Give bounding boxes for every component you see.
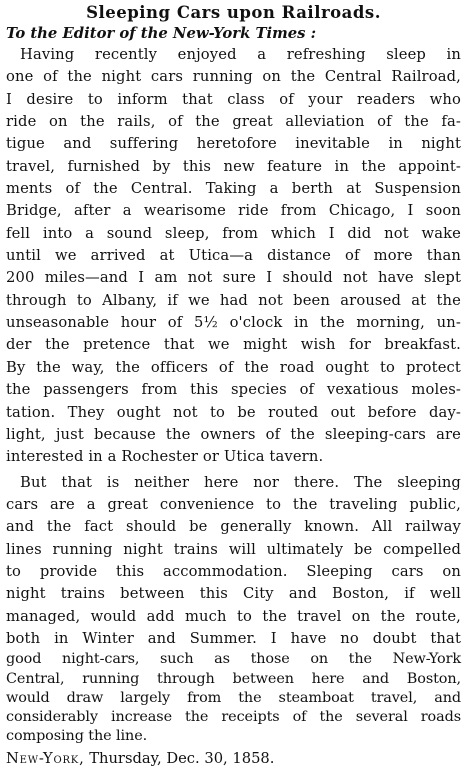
text-line: ride on the rails, of the great alleviation of the fa- <box>6 113 461 131</box>
text-line: lines running night trains will ultimately be compelled <box>6 540 461 558</box>
text-line: light, just because the owners of the sleeping-cars are <box>6 425 461 443</box>
text-line: tigue and suffering heretofore inevitable in night <box>6 135 461 153</box>
article-headline: Sleeping Cars upon Railroads. <box>86 3 381 22</box>
text-line: ments of the Central. Taking a berth at Suspension <box>6 180 461 198</box>
text-line: der the pretence that we might wish for breakfast. <box>6 336 461 354</box>
text-line: night trains between this City and Boston, if well <box>6 585 461 603</box>
text-line: tation. They ought not to be routed out before day- <box>6 403 461 421</box>
text-line: Bridge, after a wearisome ride from Chicago, I soon <box>6 202 461 220</box>
text-line: the passengers from this species of vexatious moles- <box>6 381 461 399</box>
text-line: through to Albany, if we had not been aroused at the <box>6 291 461 309</box>
text-line: travel, furnished by this new feature in the appoint- <box>6 157 461 175</box>
text-line: I desire to inform that class of your readers who <box>6 90 461 108</box>
paragraph-2 <box>6 472 461 651</box>
paragraph-1 <box>6 44 461 469</box>
text-line: Central, running through between here and Boston, <box>6 670 461 687</box>
dateline-place: New-York, <box>6 749 85 767</box>
text-line: cars are a great convenience to the traveling public, <box>6 495 461 513</box>
text-line: 200 miles—and I am not sure I should not have slept <box>6 269 461 287</box>
text-line: one of the night cars running on the Central Railroad, <box>6 68 461 86</box>
text-line: and the fact should be generally known. All railway <box>6 518 461 536</box>
text-line: good night-cars, such as those on the New-York <box>6 651 461 668</box>
dateline <box>6 747 461 771</box>
text-line: By the way, the officers of the road ought to protect <box>6 358 461 376</box>
article-salutation: To the Editor of the New-York Times : <box>6 25 317 42</box>
dateline-date: Thursday, Dec. 30, 1858. <box>84 749 275 767</box>
text-line: interested in a Rochester or Utica tavern. <box>6 448 324 466</box>
text-line: until we arrived at Utica—a distance of more than <box>6 247 461 265</box>
paragraph-2-continued <box>6 650 461 746</box>
newspaper-clipping <box>6 2 461 771</box>
text-line: both in Winter and Summer. I have no doubt that <box>6 629 461 647</box>
text-line: But that is neither here nor there. The sleeping <box>20 473 461 491</box>
text-line: Having recently enjoyed a refreshing sleep in <box>20 46 461 63</box>
text-line: unseasonable hour of 5½ o'clock in the morning, un- <box>6 314 461 332</box>
text-line: would draw largely from the steamboat travel, and <box>6 689 461 706</box>
text-line: to provide this accommodation. Sleeping cars on <box>6 562 461 580</box>
text-line: considerably increase the receipts of the several roads <box>6 709 461 726</box>
text-line: composing the line. <box>6 728 148 745</box>
text-line: fell into a sound sleep, from which I did not wake <box>6 224 461 242</box>
text-line: managed, would add much to the travel on the route, <box>6 607 461 625</box>
